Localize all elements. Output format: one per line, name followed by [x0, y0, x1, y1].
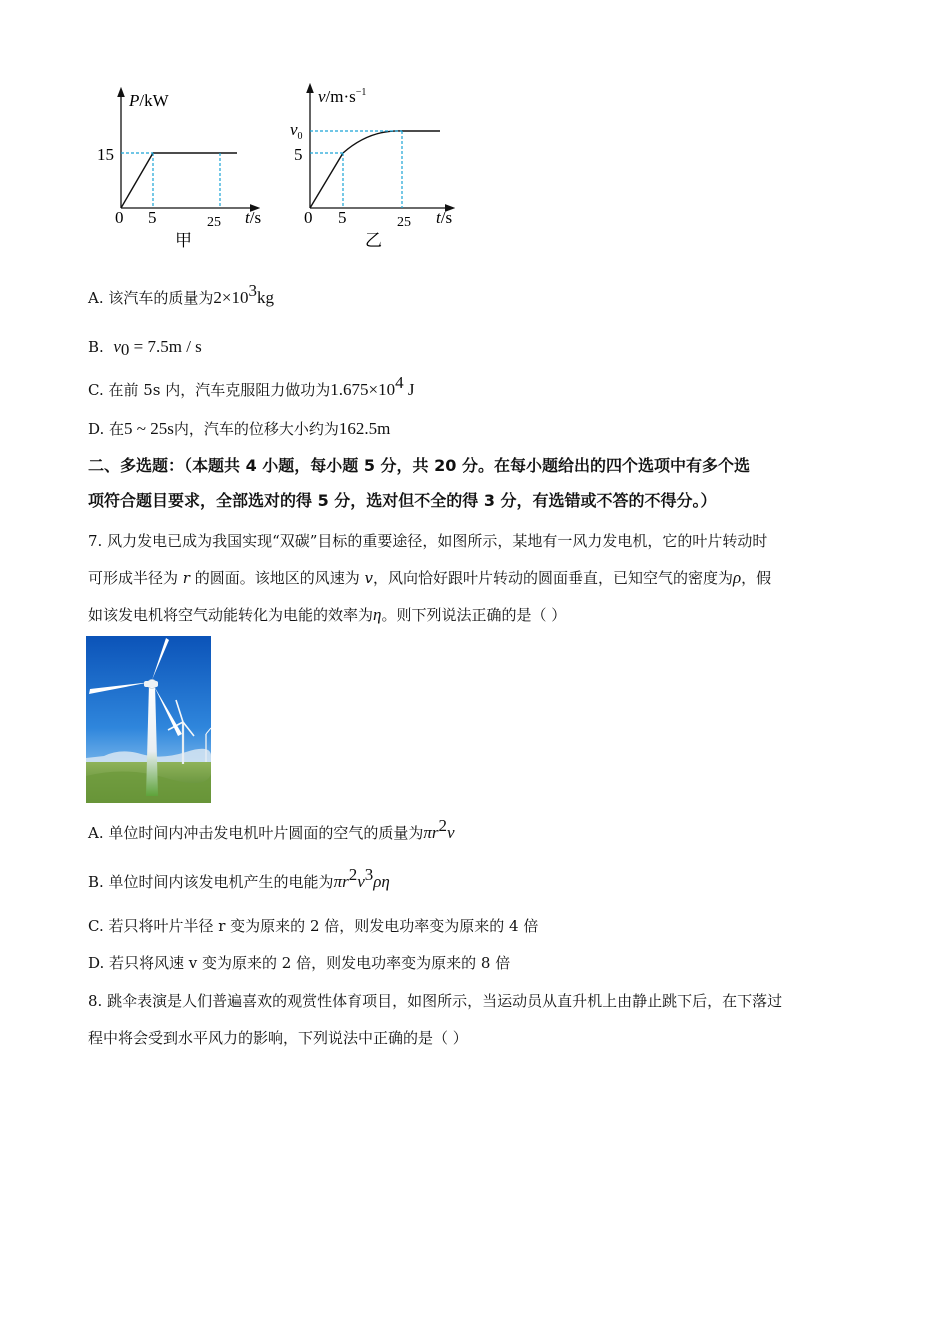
- q6-option-a[interactable]: A. 该汽车的质量为$2\times 10^3kg$: [88, 281, 274, 307]
- q7-option-c[interactable]: C. 若只将叶片半径 r 变为原来的 2 倍，则发电功率变为原来的 4 倍: [88, 917, 539, 935]
- q7-stem-line3: 如该发电机将空气动能转化为电能的效率为η。则下列说法正确的是（ ）: [88, 605, 567, 624]
- graph-caption: 乙: [365, 231, 382, 251]
- y-tick-v0: $v_0$: [290, 120, 303, 142]
- q8-stem-line2: 程中将会受到水平风力的影响，下列说法中正确的是（ ）: [88, 1029, 468, 1047]
- section-heading-line1: 二、多选题：（本题共 4 小题，每小题 5 分，共 20 分。在每小题给出的四个选项中有多个选: [88, 456, 750, 475]
- origin-label: 0: [115, 208, 124, 227]
- origin-label: 0: [304, 208, 313, 227]
- q6-option-d[interactable]: D. 在5 ~ 25s内，汽车的位移大小约为162.5m: [88, 419, 391, 438]
- y-axis-label: P/kW: [129, 91, 169, 110]
- x-tick-5: 5: [338, 208, 347, 227]
- y-axis-label: $v/m\cdot s^{-1}$: [318, 87, 367, 106]
- q7-option-d[interactable]: D. 若只将风速 v 变为原来的 2 倍，则发电功率变为原来的 8 倍: [88, 954, 511, 972]
- y-tick-15: 15: [97, 145, 114, 164]
- x-axis-label: t/s: [245, 208, 262, 227]
- velocity-curve: [310, 131, 440, 208]
- velocity-time-graph: [280, 80, 480, 255]
- x-tick-25: 25: [207, 215, 221, 230]
- q7-stem-line1: 7. 风力发电已成为我国实现“双碳”目标的重要途径，如图所示，某地有一风力发电机，它的叶片转动时: [88, 532, 768, 550]
- q7-option-b[interactable]: B. 单位时间内该发电机产生的电能为$\pi r^2v^3\rho\eta$: [88, 865, 390, 891]
- q6-option-c[interactable]: C. 在前 5s 内，汽车克服阻力做功为$1.675\times 10^4$ J: [88, 373, 415, 399]
- y-tick-5: 5: [294, 145, 303, 164]
- q8-stem-line1: 8. 跳伞表演是人们普遍喜欢的观赏性体育项目，如图所示，当运动员从直升机上由静止跳下后，在下落过: [88, 992, 783, 1010]
- x-axis-label: t/s: [436, 208, 453, 227]
- x-tick-5: 5: [148, 208, 157, 227]
- wind-turbine-photo: [86, 636, 211, 803]
- x-tick-25: 25: [397, 215, 411, 230]
- section-heading-line2: 项符合题目要求，全部选对的得 5 分，选对但不全的得 3 分，有选错或不答的不得分。）: [88, 491, 717, 510]
- graph-caption: 甲: [175, 231, 192, 251]
- power-time-graph: [85, 80, 285, 255]
- q7-option-a[interactable]: A. 单位时间内冲击发电机叶片圆面的空气的质量为$\pi r^2v$: [88, 816, 455, 842]
- q6-option-b[interactable]: B. $v_0 = 7.5m / s$: [88, 337, 202, 359]
- q7-stem-line2: 可形成半径为 r 的圆面。该地区的风速为 v，风向恰好跟叶片转动的圆面垂直，已知空气的密度为ρ，假: [88, 568, 772, 587]
